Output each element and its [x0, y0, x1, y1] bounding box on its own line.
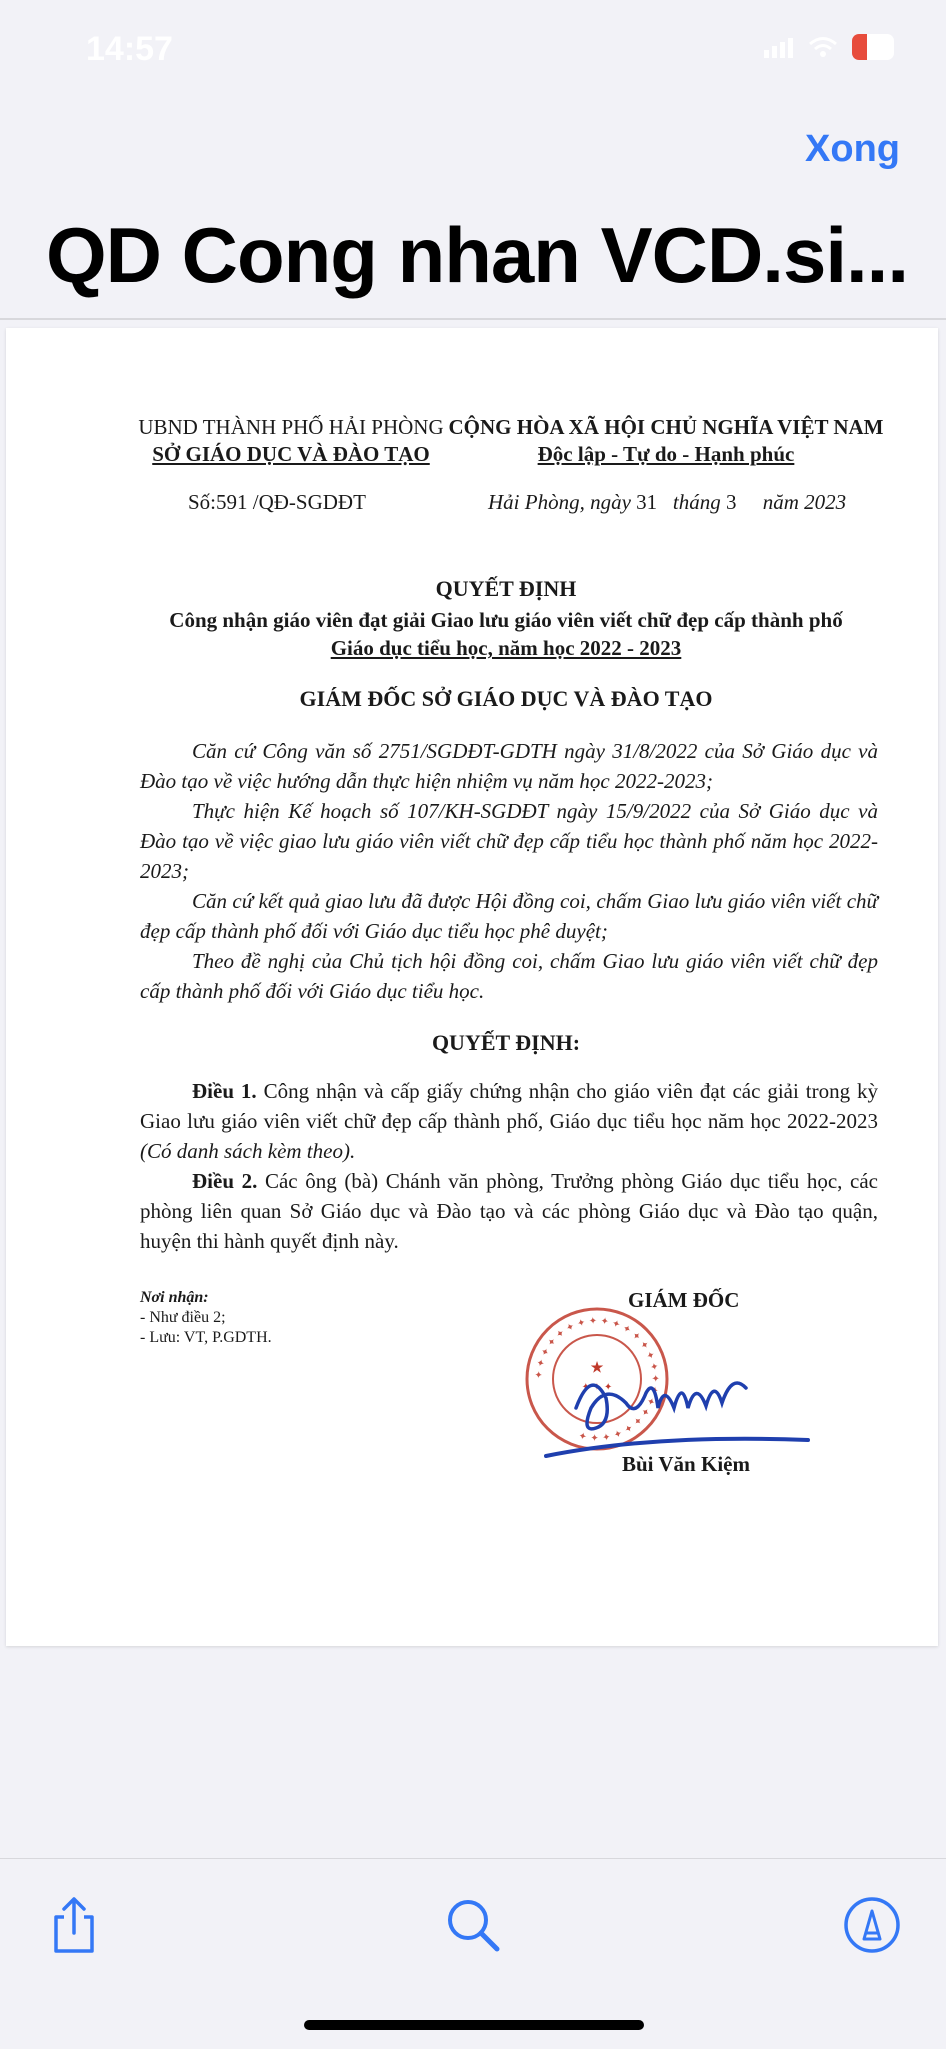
issue-date — [488, 490, 846, 515]
issuer-line-2: SỞ GIÁO DỤC VÀ ĐÀO TẠO — [152, 442, 430, 466]
decision-title: QUYẾT ĐỊNH — [435, 576, 577, 601]
decision-subject — [126, 606, 886, 662]
basis-item: Căn cứ kết quả giao lưu đã được Hội đồng coi, chấm Giao lưu giáo viên viết chữ đẹp cấp thành phố đối với Giáo dục tiểu học phê duyệt; — [140, 889, 878, 943]
subject-line-2: Giáo dục tiểu học, năm học 2022 - 2023 — [330, 636, 682, 660]
date-month: 3 — [726, 490, 737, 514]
document-title: QD Cong nhan VCD.si... — [46, 211, 909, 299]
date-year: năm 2023 — [762, 490, 847, 514]
article-2 — [140, 1166, 878, 1256]
national-line-1: CỘNG HÒA XÃ HỘI CHỦ NGHĨA VIỆT NAM — [448, 415, 884, 439]
home-indicator[interactable] — [304, 2020, 644, 2030]
recipients — [140, 1288, 272, 1348]
article-1 — [140, 1076, 878, 1166]
basis-item: Theo đề nghị của Chủ tịch hội đồng coi, chấm Giao lưu giáo viên viết chữ đẹp cấp thành phố đối với Giáo dục tiểu học. — [140, 949, 878, 1003]
date-day: 31 — [636, 490, 658, 514]
signer-name: Bùi Văn Kiệm — [622, 1452, 750, 1476]
basis-item: Căn cứ Công văn số 2751/SGDĐT-GDTH ngày 31/8/2022 của Sở Giáo dục và Đào tạo về việc hướng dẫn thực hiện nhiệm vụ năm học 2022-2023; — [140, 739, 878, 793]
done-button[interactable]: Xong — [805, 128, 900, 170]
legal-basis — [140, 736, 878, 1006]
reference-number: Số:591 /QĐ-SGDĐT — [188, 490, 366, 514]
issuer-header — [126, 414, 456, 468]
svg-text:✦ ✦ ✦ ✦ ✦ ✦ ✦ ✦ ✦ ✦ ✦ ✦ ✦ ✦ ✦: ✦ ✦ ✦ ✦ ✦ ✦ ✦ ✦ ✦ ✦ ✦ ✦ ✦ ✦ ✦ ✦ ✦ ✦ ✦ ✦ ✦ ✦ ✦ ✦ ✦ — [533, 1315, 661, 1443]
article-2-label: Điều 2. — [192, 1169, 258, 1193]
recipient-item: - Như điều 2; — [140, 1309, 226, 1326]
date-place: Hải Phòng, ngày — [488, 490, 637, 514]
article-2-text: Các ông (bà) Chánh văn phòng, Trưởng phòng Giáo dục tiểu học, các phòng liên quan Sở Giáo dục và Đào tạo và các phòng Giáo dục và Đào tạo quận, huyện thi hành quyết định này. — [140, 1169, 878, 1253]
status-bar — [0, 0, 946, 100]
article-1-note: (Có danh sách kèm theo). — [140, 1139, 356, 1163]
signature — [536, 1348, 816, 1468]
wifi-icon — [808, 36, 838, 58]
basis-item: Thực hiện Kế hoạch số 107/KH-SGDĐT ngày 15/9/2022 của Sở Giáo dục và Đào tạo về việc giao lưu giáo viên viết chữ đẹp cấp tiểu học thành phố năm học 2022-2023; — [140, 799, 878, 883]
recipient-item: - Lưu: VT, P.GDTH. — [140, 1329, 272, 1346]
svg-text:★: ★ — [590, 1359, 604, 1375]
battery-icon — [852, 34, 894, 60]
signer-title: GIÁM ĐỐC — [628, 1288, 740, 1312]
recipients-label: Nơi nhận: — [140, 1289, 209, 1306]
issuer-line-1: UBND THÀNH PHỐ HẢI PHÒNG — [138, 415, 444, 439]
status-icons — [764, 34, 894, 60]
search-icon[interactable] — [441, 1893, 505, 1957]
document-page[interactable] — [6, 328, 938, 1646]
date-month-label: tháng — [672, 490, 726, 514]
svg-text:✦ ✦ ✦: ✦ ✦ ✦ — [581, 1382, 613, 1393]
national-line-2: Độc lập - Tự do - Hạnh phúc — [537, 442, 795, 466]
signal-icon — [764, 36, 794, 58]
share-icon[interactable] — [42, 1893, 106, 1957]
article-1-label: Điều 1. — [192, 1079, 257, 1103]
decision-heading: QUYẾT ĐỊNH: — [431, 1030, 581, 1055]
director-title: GIÁM ĐỐC SỞ GIÁO DỤC VÀ ĐÀO TẠO — [299, 686, 713, 711]
article-1-text: Công nhận và cấp giấy chứng nhận cho giáo viên đạt các giải trong kỳ Giao lưu giáo viên viết chữ đẹp cấp thành phố, Giáo dục tiểu học năm học 2022-2023 — [140, 1079, 878, 1133]
articles — [140, 1076, 878, 1256]
status-time: 14:57 — [86, 30, 173, 68]
markup-icon[interactable] — [840, 1893, 904, 1957]
national-header — [446, 414, 886, 468]
header-divider — [0, 318, 946, 320]
subject-line-1: Công nhận giáo viên đạt giải Giao lưu giáo viên viết chữ đẹp cấp thành phố — [169, 608, 843, 632]
